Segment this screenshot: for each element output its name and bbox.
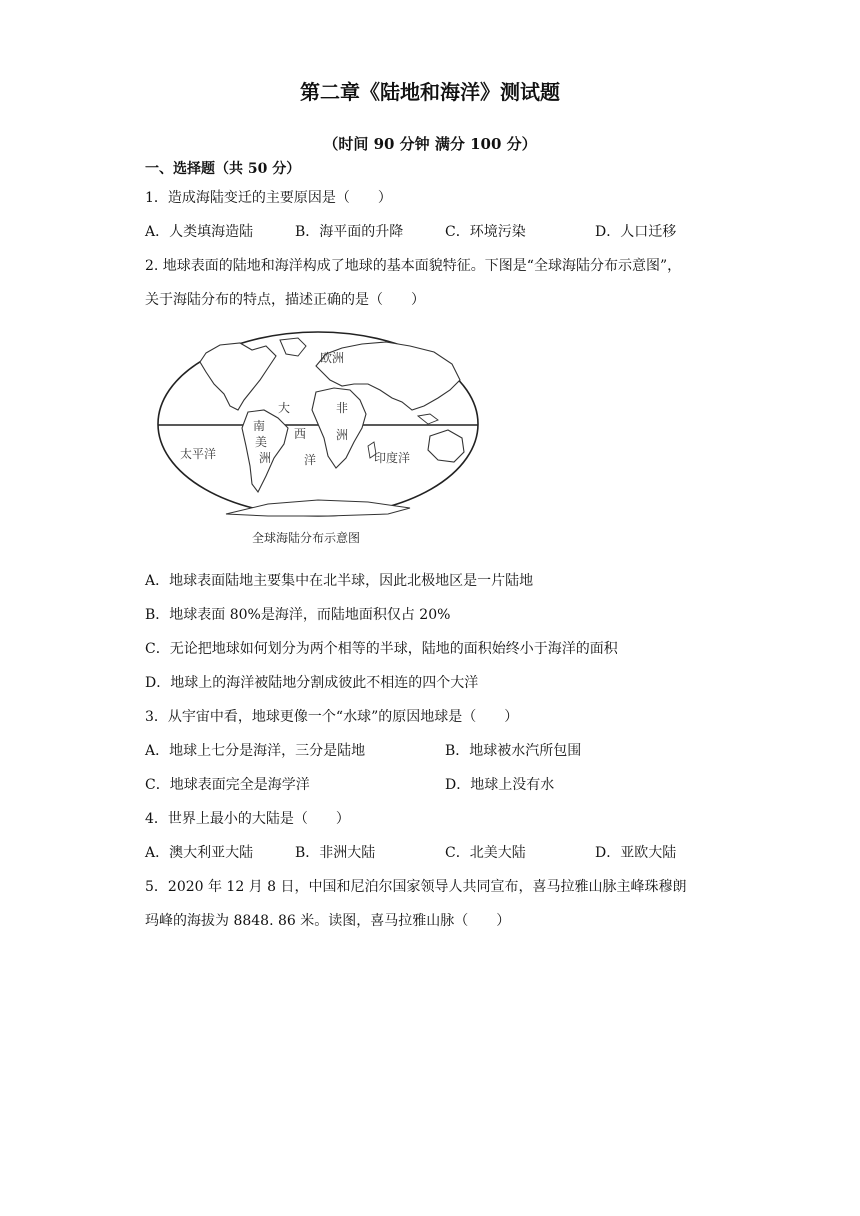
question-5-stem-line1: 5．2020 年 12 月 8 日，中国和尼泊尔国家领导人共同宣布，喜马拉雅山脉主峰珠穆朗 [145, 879, 687, 895]
question-4-option-d: D．亚欧大陆 [595, 845, 677, 861]
question-2-stem-line2: 关于海陆分布的特点，描述正确的是（ ） [145, 292, 425, 308]
question-2-stem-line1: 2. 地球表面的陆地和海洋构成了地球的基本面貌特征。下图是“全球海陆分布示意图”， [145, 258, 682, 274]
question-1-option-b: B．海平面的升降 [295, 224, 404, 240]
page-title: 第二章《陆地和海洋》测试题 [300, 80, 560, 104]
label-atlantic-3: 洋 [304, 453, 317, 467]
label-europe: 欧洲 [320, 351, 345, 365]
question-2-option-b: B．地球表面 80%是海洋，而陆地面积仅占 20% [145, 607, 451, 623]
page-subtitle: （时间 90 分钟 满分 100 分） [323, 135, 537, 153]
question-3-option-b: B．地球被水汽所包围 [445, 743, 582, 759]
question-2-option-c: C．无论把地球如何划分为两个相等的半球，陆地的面积始终小于海洋的面积 [145, 641, 618, 657]
question-1-option-a: A．人类填海造陆 [145, 224, 254, 240]
label-africa-1: 非 [336, 401, 349, 415]
label-atlantic-2: 西 [294, 427, 307, 441]
question-3-option-c: C．地球表面完全是海学洋 [145, 777, 310, 793]
question-3-option-a: A．地球上七分是海洋，三分是陆地 [145, 743, 366, 759]
question-1-option-d: D．人口迁移 [595, 224, 677, 240]
question-4-option-c: C．北美大陆 [445, 845, 526, 861]
question-3-stem: 3．从宇宙中看，地球更像一个“水球”的原因地球是（ ） [145, 709, 519, 725]
question-5-stem-line2: 玛峰的海拔为 8848. 86 米。读图，喜马拉雅山脉（ ） [145, 913, 511, 929]
question-4-option-a: A．澳大利亚大陆 [145, 845, 254, 861]
question-2-option-d: D．地球上的海洋被陆地分割成彼此不相连的四个大洋 [145, 675, 479, 691]
question-1-option-c: C．环境污染 [445, 224, 526, 240]
question-2-option-a: A．地球表面陆地主要集中在北半球，因此北极地区是一片陆地 [145, 573, 534, 589]
label-africa-2: 洲 [336, 428, 349, 442]
question-4-option-b: B．非洲大陆 [295, 845, 376, 861]
label-pacific: 太平洋 [180, 447, 217, 461]
question-4-stem: 4．世界上最小的大陆是（ ） [145, 811, 350, 827]
label-indian: 印度洋 [374, 451, 411, 465]
world-land-sea-map [148, 328, 500, 550]
label-atlantic-1: 大 [278, 401, 291, 415]
question-3-option-d: D．地球上没有水 [445, 777, 555, 793]
label-south-america-2: 美 [255, 435, 268, 449]
section-heading: 一、选择题（共 50 分） [145, 161, 301, 177]
question-1-stem: 1．造成海陆变迁的主要原因是（ ） [145, 190, 392, 206]
label-south-america-1: 南 [253, 419, 266, 433]
map-caption: 全球海陆分布示意图 [252, 531, 361, 545]
label-south-america-3: 洲 [259, 451, 272, 465]
